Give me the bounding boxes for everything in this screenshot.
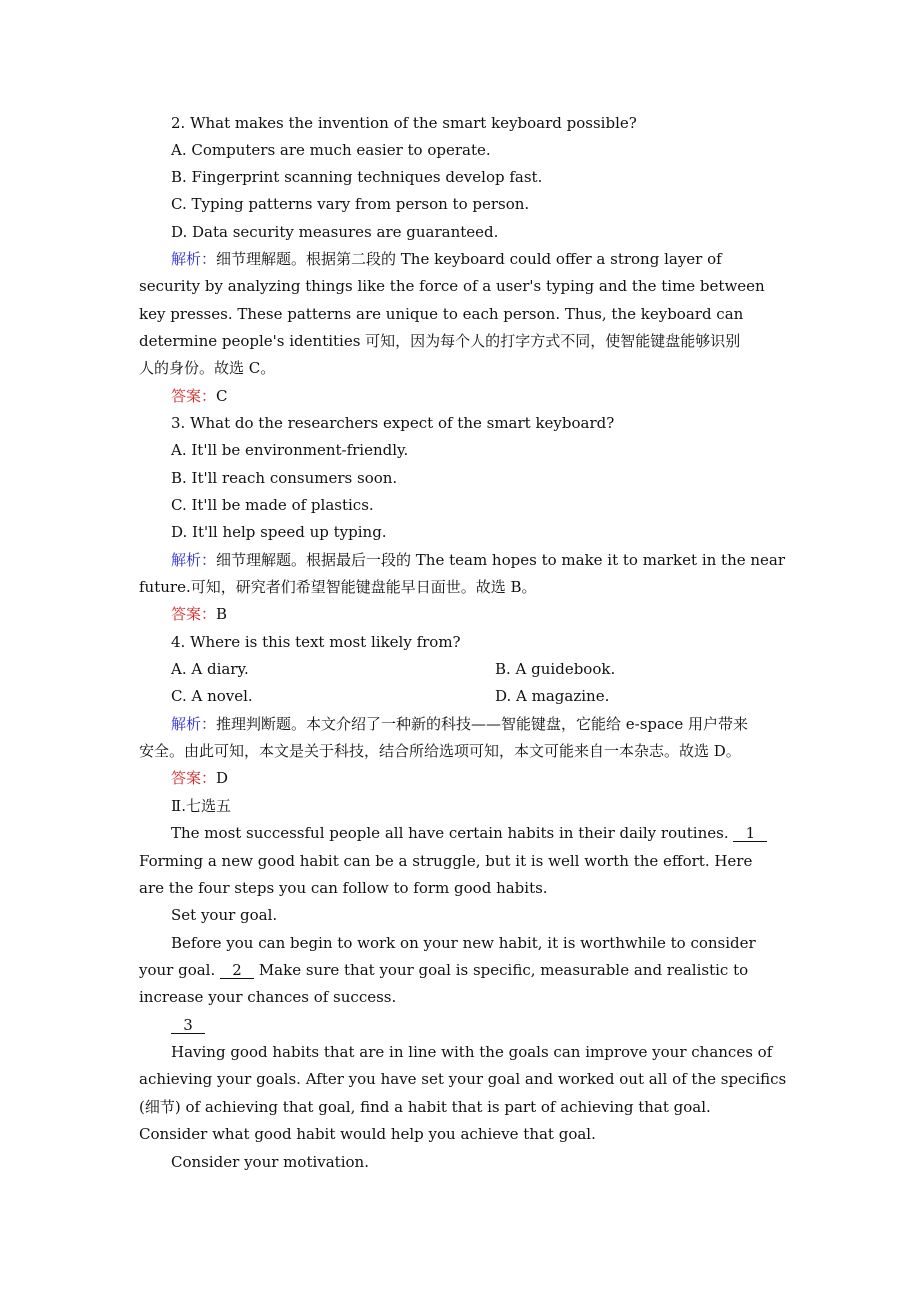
- q4-option-b: B. A guidebook.: [495, 660, 616, 678]
- q4-option-d: D. A magazine.: [495, 687, 610, 705]
- q2-explanation: [171, 249, 722, 269]
- passage-line: (细节) of achieving that goal, find a habit that is part of achieving that goal.: [139, 1098, 711, 1116]
- q2-option-b: B. Fingerprint scanning techniques develop fast.: [171, 168, 543, 186]
- q2-option-d: D. Data security measures are guaranteed.: [171, 223, 499, 241]
- explanation-text: 细节理解题。根据第二段的 The keyboard could offer a strong layer of: [216, 250, 722, 268]
- passage-line: Before you can begin to work on your new habit, it is worthwhile to consider: [171, 934, 756, 952]
- answer-value: B: [216, 605, 228, 623]
- passage-line: achieving your goals. After you have set your goal and worked out all of the specifics: [139, 1070, 787, 1088]
- q4-question: 4. Where is this text most likely from?: [171, 633, 461, 651]
- passage-line: [171, 823, 767, 843]
- section-heading: Ⅱ.七选五: [171, 797, 231, 815]
- q3-explanation: [171, 550, 785, 570]
- q4-option-c: C. A novel.: [171, 687, 253, 705]
- passage-line: Consider what good habit would help you achieve that goal.: [139, 1125, 596, 1143]
- q3-option-c: C. It'll be made of plastics.: [171, 496, 374, 514]
- q3-answer: [171, 604, 227, 624]
- passage-text: Make sure that your goal is specific, measurable and realistic to: [258, 961, 749, 979]
- passage-line: increase your chances of success.: [139, 988, 397, 1006]
- passage-line: [139, 960, 748, 980]
- blank-1[interactable]: 1: [733, 825, 767, 842]
- q4-option-a: A. A diary.: [171, 660, 249, 678]
- q2-answer: [171, 386, 228, 406]
- answer-label: 答案：: [171, 769, 217, 787]
- q4-explanation: [171, 714, 748, 734]
- answer-label: 答案：: [171, 605, 217, 623]
- q2-explanation-line: determine people's identities 可知，因为每个人的打字方式不同，使智能键盘能够识别: [139, 332, 741, 350]
- answer-label: 答案：: [171, 387, 217, 405]
- blank-3[interactable]: 3: [171, 1017, 205, 1034]
- q3-option-d: D. It'll help speed up typing.: [171, 523, 387, 541]
- q4-answer: [171, 768, 228, 788]
- subheading: Set your goal.: [171, 906, 278, 924]
- q3-option-b: B. It'll reach consumers soon.: [171, 469, 398, 487]
- passage-line: Forming a new good habit can be a struggle, but it is well worth the effort. Here: [139, 852, 753, 870]
- passage-line: [171, 1015, 205, 1035]
- explanation-label: 解析：: [171, 250, 217, 268]
- explanation-text: 细节理解题。根据最后一段的 The team hopes to make it to market in the near: [216, 551, 786, 569]
- answer-value: C: [216, 387, 228, 405]
- q3-option-a: A. It'll be environment-friendly.: [171, 441, 409, 459]
- passage-line: are the four steps you can follow to form good habits.: [139, 879, 548, 897]
- blank-2[interactable]: 2: [220, 962, 254, 979]
- answer-value: D: [216, 769, 229, 787]
- q2-explanation-line: key presses. These patterns are unique to each person. Thus, the keyboard can: [139, 305, 744, 323]
- q4-explanation-line: 安全。由此可知，本文是关于科技，结合所给选项可知，本文可能来自一本杂志。故选 D。: [139, 742, 741, 760]
- explanation-text: 推理判断题。本文介绍了一种新的科技——智能键盘，它能给 e-space 用户带来: [216, 715, 749, 733]
- q2-option-c: C. Typing patterns vary from person to person.: [171, 195, 530, 213]
- explanation-label: 解析：: [171, 715, 217, 733]
- explanation-label: 解析：: [171, 551, 217, 569]
- passage-line: Having good habits that are in line with the goals can improve your chances of: [171, 1043, 773, 1061]
- q2-question: 2. What makes the invention of the smart keyboard possible?: [171, 114, 637, 132]
- q3-explanation-line: future.可知，研究者们希望智能键盘能早日面世。故选 B。: [139, 578, 537, 596]
- q2-explanation-line: 人的身份。故选 C。: [139, 359, 276, 377]
- passage-text: The most successful people all have certain habits in their daily routines.: [171, 824, 729, 842]
- q2-explanation-line: security by analyzing things like the force of a user's typing and the time between: [139, 277, 765, 295]
- q3-question: 3. What do the researchers expect of the smart keyboard?: [171, 414, 615, 432]
- passage-text: your goal.: [139, 961, 216, 979]
- q2-option-a: A. Computers are much easier to operate.: [171, 141, 491, 159]
- subheading: Consider your motivation.: [171, 1153, 369, 1171]
